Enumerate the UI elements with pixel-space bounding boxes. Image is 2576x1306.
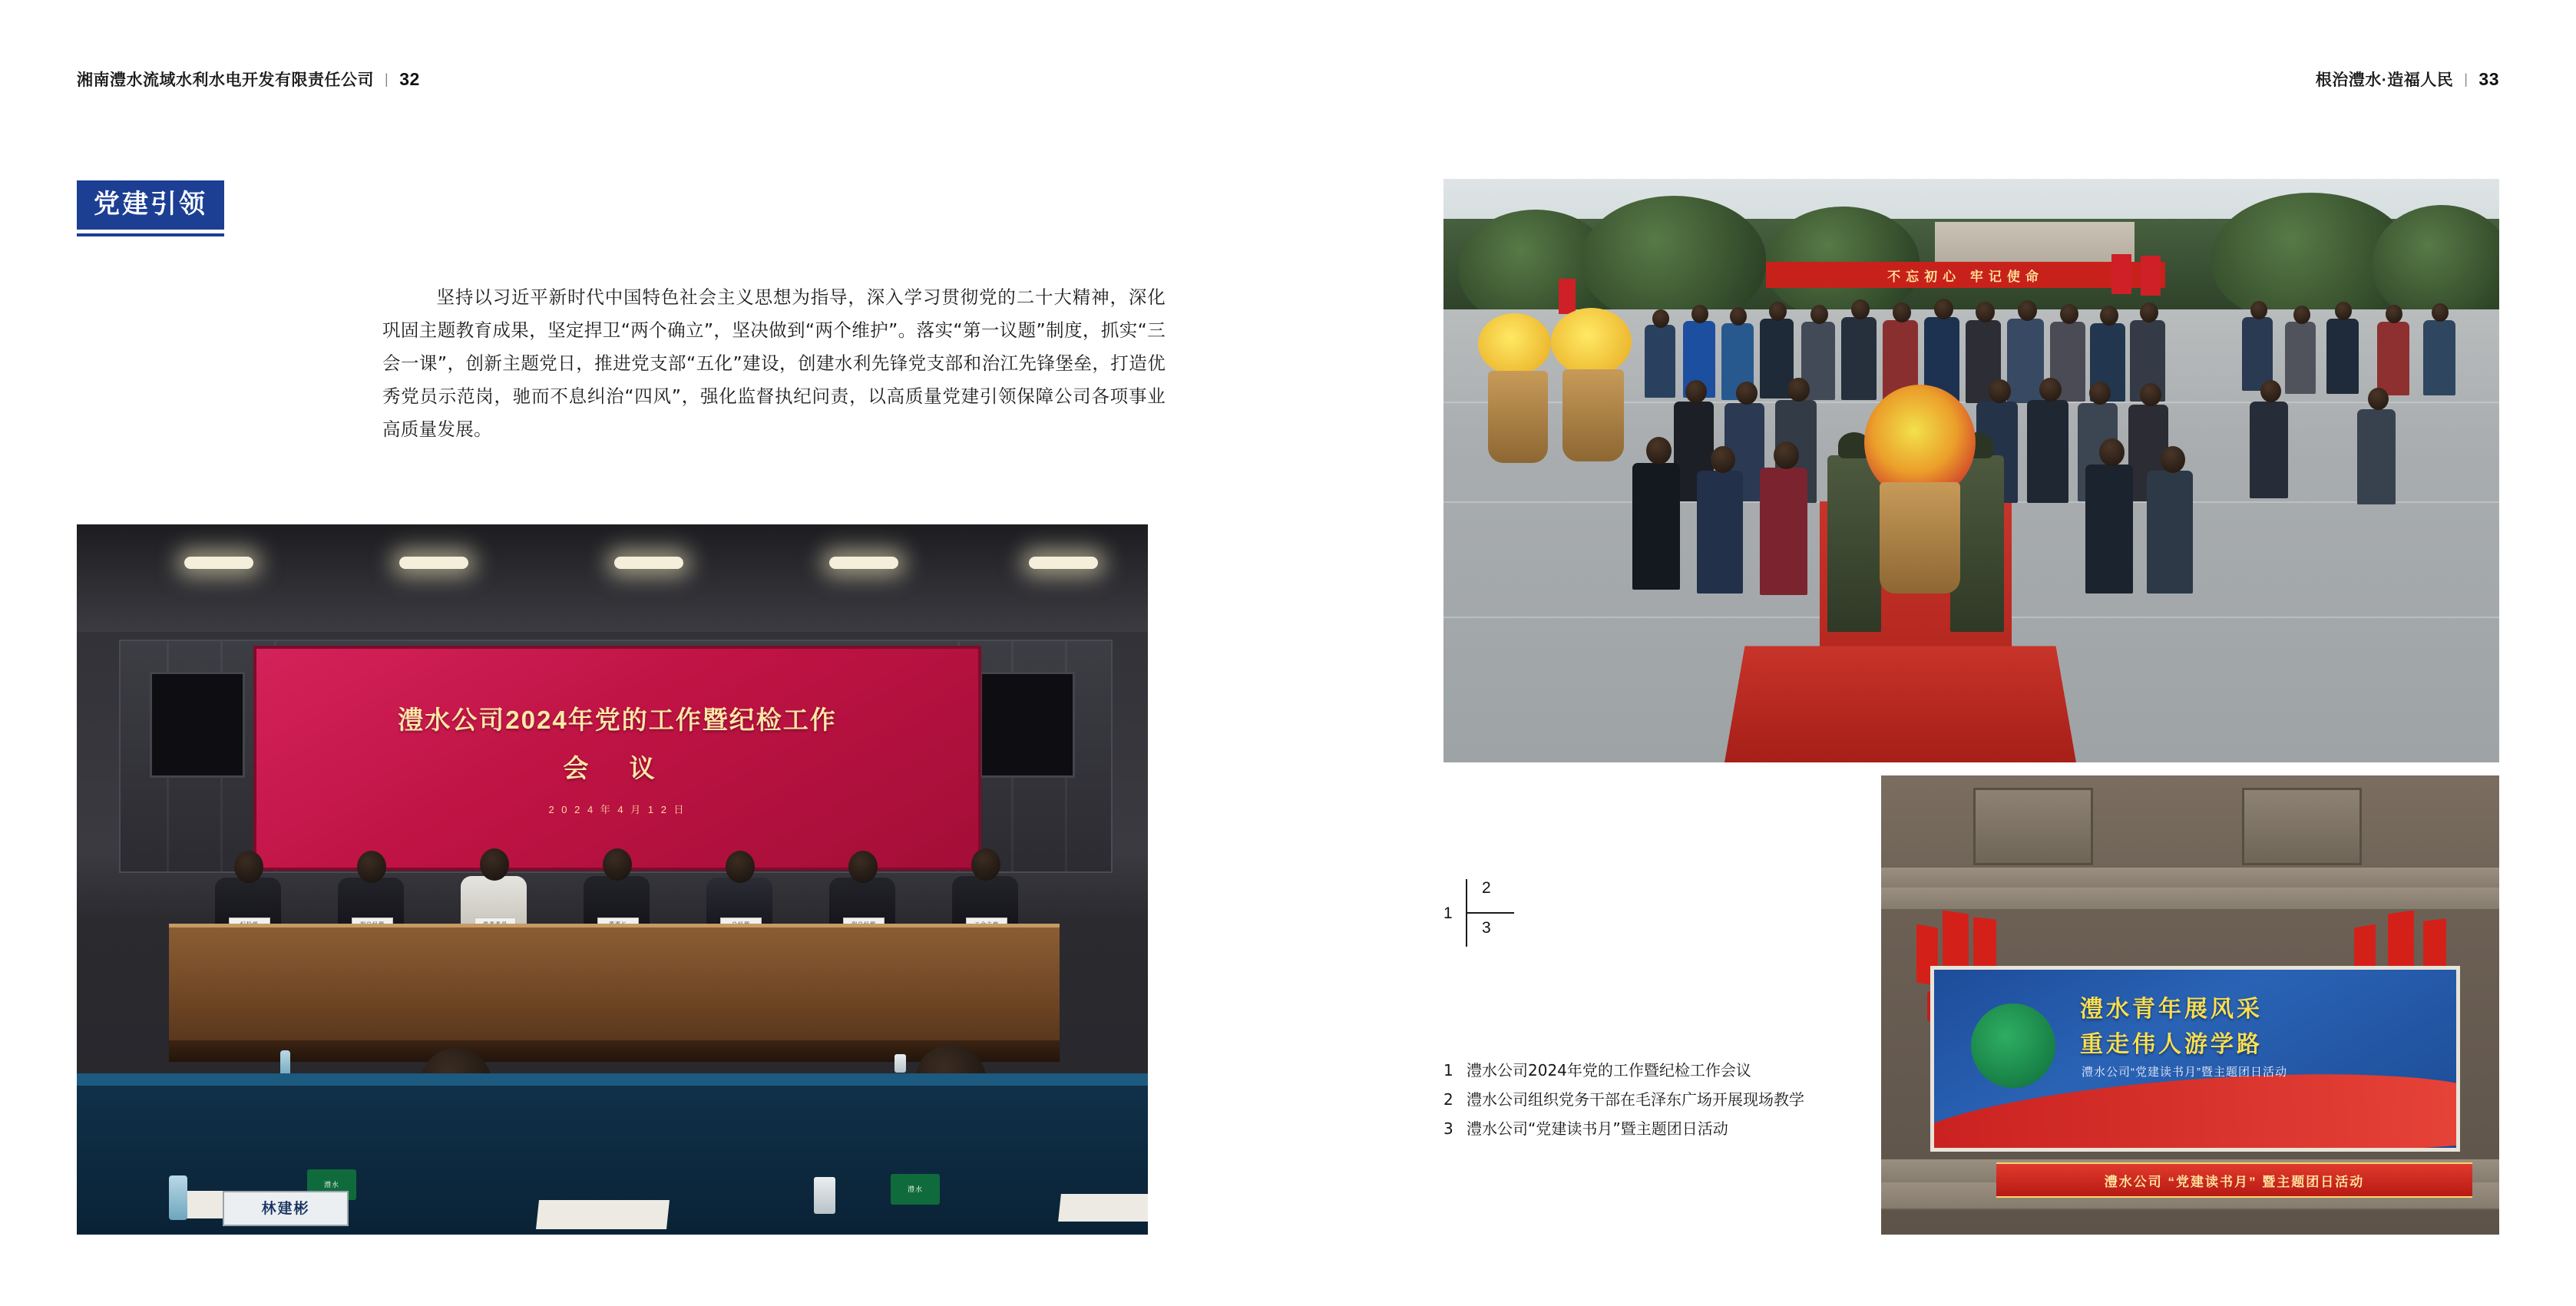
caption-text: 澧水公司2024年党的工作暨纪检工作会议 — [1467, 1061, 1751, 1080]
running-head-right-text: 根治澧水·造福人民 — [2315, 71, 2454, 89]
youth-board-subtitle: 澧水公司“党建读书月”暨主题团日活动 — [2082, 1066, 2287, 1079]
section-title-text: 党建引领 — [94, 190, 207, 219]
youth-wall-panel — [2242, 788, 2362, 865]
running-head-left-text: 湘南澧水流域水利水电开发有限责任公司 — [77, 71, 374, 89]
running-head-right-separator: | — [2464, 71, 2469, 87]
meeting-logo-badge: 澧水 — [891, 1174, 940, 1205]
photo-party-work-conference — [77, 524, 1148, 1235]
figure-index-horizontal-rule — [1466, 912, 1514, 914]
page-number-left: 32 — [399, 68, 420, 89]
meeting-paper — [1058, 1194, 1148, 1222]
meeting-led-screen — [253, 646, 981, 871]
youth-board-title-line2: 重走伟人游学路 — [2080, 1032, 2263, 1057]
square-flag — [1559, 279, 1576, 314]
caption-text: 澧水公司组织党务干部在毛泽东广场开展现场教学 — [1467, 1090, 1804, 1109]
body-paragraph: 坚持以习近平新时代中国特色社会主义思想为指导，深入学习贯彻党的二十大精神，深化巩固主题教育成果，坚定捍卫“两个确立”，坚决做到“两个维护”。落实“第一议题”制度，抓实“三会一课”，创新主题党日，推进党支部“五化”建设，创建水利先锋党支部和治江先锋堡垒，打造优秀党员示范岗，驰而不息纠治“四风”，强化监督执纪问责，以高质量党建引领保障公司各项事业高质量发展。 — [382, 286, 1166, 440]
meeting-nameplate: 林建彬 — [223, 1191, 349, 1226]
meeting-cup — [894, 1054, 906, 1073]
square-flag — [2111, 254, 2131, 294]
meeting-side-screen-left — [150, 672, 245, 778]
meeting-logo-badge: 澧水 — [307, 1169, 356, 1200]
caption-text: 澧水公司“党建读书月”暨主题团日活动 — [1467, 1119, 1728, 1138]
figure-index-2: 2 — [1482, 879, 1491, 897]
square-banner: 不忘初心 牢记使命 — [1766, 262, 2165, 288]
youth-wall-panel — [1973, 788, 2093, 865]
meeting-bottle — [169, 1175, 187, 1220]
meeting-ceiling — [77, 524, 1148, 632]
youth-step — [1881, 888, 2499, 911]
running-head-right — [2316, 68, 2499, 91]
caption-number: 2 — [1443, 1090, 1453, 1109]
meeting-screen-line1: 澧水公司2024年党的工作暨纪检工作 — [398, 706, 837, 734]
square-flag — [2141, 256, 2161, 296]
photo-youth-reading-month — [1881, 775, 2499, 1235]
meeting-cup — [814, 1177, 835, 1214]
figure-index-3: 3 — [1482, 919, 1491, 937]
figure-index-diagram — [1443, 879, 1536, 948]
youth-step — [1881, 868, 2499, 889]
running-head-left — [77, 68, 420, 91]
figure-index-1: 1 — [1443, 904, 1453, 922]
running-head-left-separator: | — [385, 71, 389, 87]
meeting-paper — [536, 1200, 670, 1229]
meeting-screen-line2: 会 议 — [563, 754, 672, 782]
youth-bottom-banner: 澧水公司 “党建读书月” 暨主题团日活动 — [1996, 1162, 2472, 1198]
meeting-screen-line3: 2 0 2 4 年 4 月 1 2 日 — [548, 804, 686, 815]
square-red-carpet — [1724, 646, 2076, 762]
meeting-side-screen-right — [980, 672, 1075, 778]
youth-board-title-line1: 澧水青年展风采 — [2080, 997, 2263, 1022]
caption-number: 1 — [1443, 1061, 1453, 1080]
page-number-right: 33 — [2478, 68, 2499, 89]
section-title-badge — [77, 180, 224, 230]
caption-number: 3 — [1443, 1119, 1453, 1138]
company-emblem-icon — [1971, 1003, 2055, 1088]
youth-display-board — [1930, 966, 2460, 1152]
photo-mao-square-field-teaching — [1443, 179, 2499, 762]
meeting-head-table — [169, 924, 1060, 1062]
